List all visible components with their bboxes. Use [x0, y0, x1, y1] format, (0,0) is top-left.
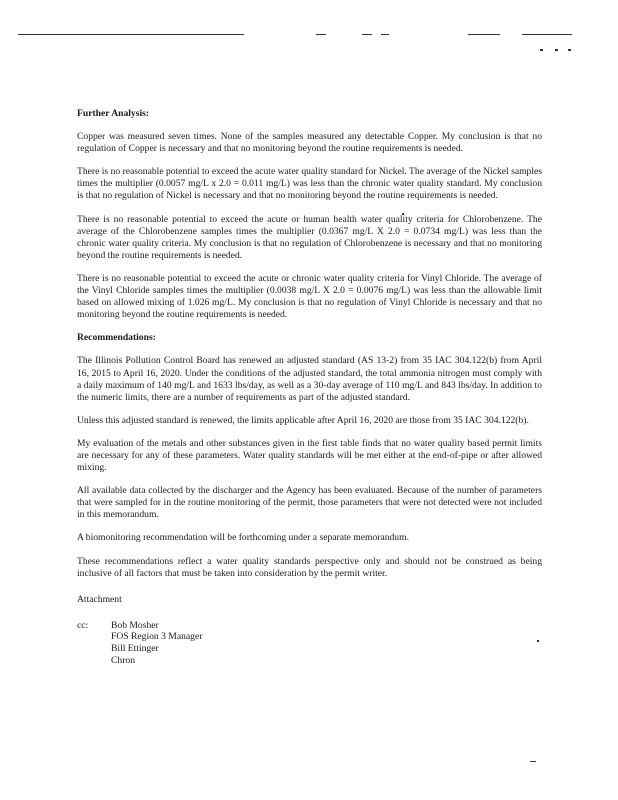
attachment-label: Attachment [77, 593, 122, 605]
scan-line-artifact [381, 34, 389, 35]
renewal-paragraph: Unless this adjusted standard is renewed, the limits applicable after April 16, 2020 are those from 35 IAC 304.122(b). [77, 414, 529, 426]
cc-block [77, 620, 542, 666]
scan-line-artifact [522, 34, 572, 35]
vinyl-chloride-paragraph: There is no reasonable potential to exceed the acute or chronic water quality criteria for Vinyl Chloride. The average of the Vinyl Chloride samples times the multiplier (0.0038 mg/L X 2.0 = 0.0076 mg/L) was less than the allowable limit based on allowed mixing of 1.026 mg/L. My conclusion is that no regulation of Vinyl Chloride is necessary and that no monitoring beyond the routine requirements is needed. [77, 272, 542, 321]
metals-evaluation-paragraph: My evaluation of the metals and other substances given in the first table finds that no water quality based permit limits are necessary for any of these parameters. Water quality standards will be met either at the end-of-pipe or after allowed mixing. [77, 437, 542, 474]
scan-line-artifact [18, 34, 244, 35]
scan-speck-artifact [555, 49, 558, 51]
adjusted-standard-paragraph: The Illinois Pollution Control Board has renewed an adjusted standard (AS 13-2) from 35 IAC 304.122(b) from April 16, 2015 to April 16, 2020. Under the conditions of the adjusted standard, the total ammonia nitrogen must comply with a daily maximum of 140 mg/L and 1633 lbs/day, as well as a 30-day average of 110 mg/L and 843 lbs/day. In addition to the numeric limits, there are a number of requirements as part of the adjusted standard. [77, 355, 542, 403]
data-evaluation-paragraph: All available data collected by the discharger and the Agency has been evaluated. Because of the number of parameters that were sampled for in the routine monitoring of the permit, those parameters that were not detected were not included in this memorandum. [77, 485, 542, 521]
recommendations-heading: Recommendations: [77, 332, 156, 344]
cc-recipient: FOS Region 3 Manager [111, 631, 203, 643]
scan-speck-artifact [540, 49, 543, 51]
cc-recipient-list [111, 620, 202, 666]
copper-paragraph: Copper was measured seven times. None of the samples measured any detectable Copper. My conclusion is that no regulation of Copper is necessary and that no monitoring beyond the routine requirements is needed. [77, 131, 542, 155]
scan-speck-artifact [568, 49, 571, 51]
cc-recipient: Chron [111, 654, 135, 666]
scan-line-artifact [468, 34, 500, 35]
cc-recipient: Bill Ettinger [111, 643, 159, 654]
further-analysis-heading: Further Analysis: [77, 108, 150, 119]
cc-recipient: Bob Mosher [111, 619, 159, 631]
nickel-paragraph: There is no reasonable potential to exceed the acute water quality standard for Nickel. The average of the Nickel samples times the multiplier (0.0057 mg/L x 2.0 = 0.011 mg/L) was less than the chronic water quality standard. My conclusion is that no regulation of Nickel is necessary and that no monitoring beyond the routine requirements is needed. [77, 166, 542, 202]
cc-label: cc: [77, 619, 89, 631]
biomonitoring-paragraph: A biomonitoring recommendation will be forthcoming under a separate memorandum. [77, 532, 409, 544]
scan-line-artifact [316, 34, 326, 35]
disclaimer-paragraph: These recommendations reflect a water quality standards perspective only and should not be construed as being inclusive of all factors that must be taken into consideration by the permit writer. [77, 555, 542, 579]
memo-body [77, 108, 542, 666]
scan-speck-artifact [530, 761, 536, 762]
scan-line-artifact [362, 34, 372, 35]
chlorobenzene-paragraph: There is no reasonable potential to exceed the acute or human health water quality criteria for Chlorobenzene. The average of the Chlorobenzene samples times the multiplier (0.0367 mg/L X 2.0 = 0.0734 mg/L) was less than the chronic water quality criteria. My conclusion is that no regulation of Chlorobenzene is necessary and that no monitoring beyond the routine requirements is needed. [77, 213, 542, 261]
